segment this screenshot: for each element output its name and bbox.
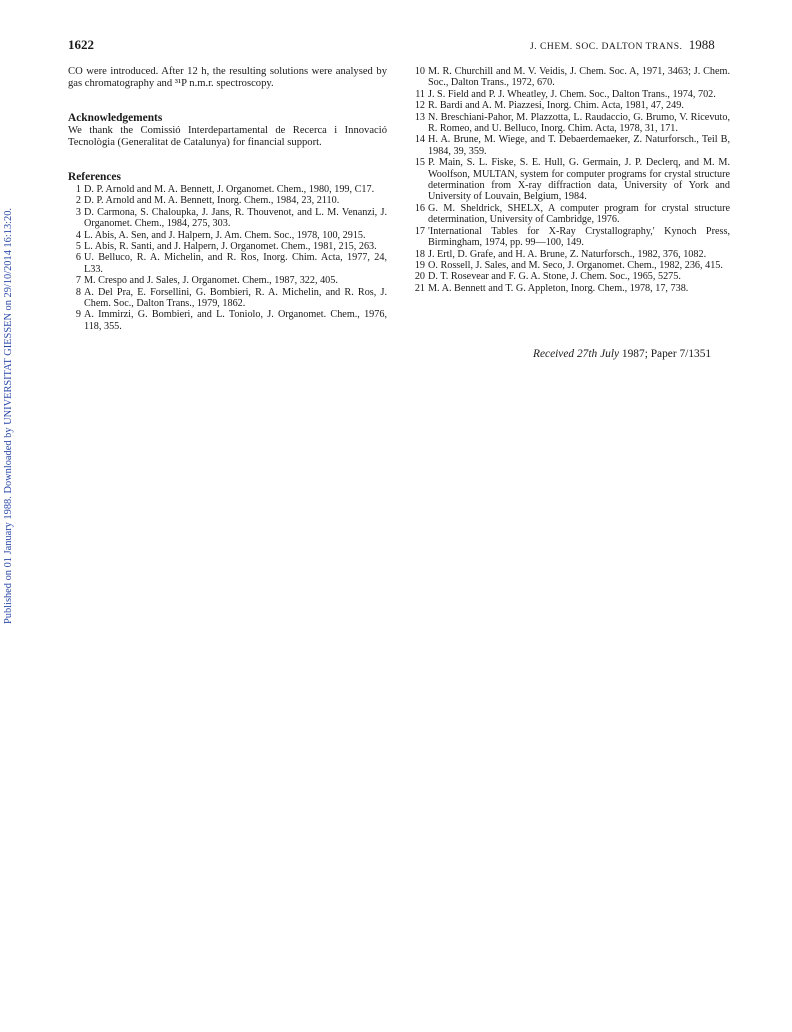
reference-number: 16 [414,202,425,214]
reference-number: 6 [75,252,81,264]
journal-year: 1988 [688,37,715,52]
page-number: 1622 [68,37,94,52]
reference-text: R. Bardi and A. M. Piazzesi, Inorg. Chim. Acta, 1981, 47, 249. [428,100,684,112]
references-list-right [411,66,730,294]
reference-text: L. Abis, A. Sen, and J. Halpern, J. Am. Chem. Soc., 1978, 100, 2915. [84,229,366,241]
left-column [68,66,387,332]
reference-number: 20 [414,271,425,283]
reference-text: G. M. Sheldrick, SHELX, A computer program for crystal structure determination, University of Cambridge, 1976. [428,202,730,226]
reference-item [68,230,387,241]
reference-text: D. Carmona, S. Chaloupka, J. Jans, R. Thouvenot, and L. M. Venanzi, J. Organomet. Chem., 1984, 275, 303. [84,206,387,230]
reference-text: N. Breschiani-Pahor, M. Plazzotta, L. Raudaccio, G. Brumo, V. Ricevuto, R. Romeo, and U. Belluco, Inorg. Chim. Acta, 1978, 31, 171. [428,111,730,135]
reference-number: 5 [75,241,81,253]
reference-number: 21 [414,282,425,294]
reference-item [411,271,730,282]
reference-number: 11 [415,88,425,100]
received-label: Received [533,348,575,360]
reference-text: A. Immirzi, G. Bombieri, and L. Toniolo, J. Organomet. Chem., 1976, 118, 355. [84,309,387,332]
reference-number: 14 [414,134,425,146]
received-year-paper: 1987; Paper 7/1351 [621,348,712,360]
reference-item [68,309,387,332]
reference-number: 2 [75,195,81,207]
reference-item [411,283,730,294]
reference-item [411,157,730,203]
reference-number: 13 [414,111,425,123]
reference-text: O. Rossell, J. Sales, and M. Seco, J. Organomet. Chem., 1982, 236, 415. [428,259,723,271]
reference-item [68,287,387,310]
reference-number: 17 [414,225,425,237]
reference-item [68,184,387,195]
references-list-left [68,184,387,332]
reference-text: J. S. Field and P. J. Wheatley, J. Chem. Soc., Dalton Trans., 1974, 702. [428,88,716,100]
reference-text: 'International Tables for X-Ray Crystallography,' Kynoch Press, Birmingham, 1974, pp. 99—100, 149. [428,225,730,249]
reference-number: 4 [75,229,81,241]
reference-item [411,249,730,260]
reference-text: J. Ertl, D. Grafe, and H. A. Brune, Z. Naturforsch., 1982, 376, 1082. [428,248,707,260]
intro-paragraph: CO were introduced. After 12 h, the resulting solutions were analysed by gas chromatography and ³¹P n.m.r. spectroscopy. [68,66,387,89]
reference-item [411,226,730,249]
reference-item [411,260,730,271]
reference-item [411,134,730,157]
reference-text: D. T. Rosevear and F. G. A. Stone, J. Chem. Soc., 1965, 5275. [428,271,681,283]
reference-text: L. Abis, R. Santi, and J. Halpern, J. Organomet. Chem., 1981, 215, 263. [84,241,377,253]
reference-text: M. Crespo and J. Sales, J. Organomet. Chem., 1987, 322, 405. [84,275,338,287]
reference-item [411,100,730,111]
reference-item [411,112,730,135]
reference-text: M. R. Churchill and M. V. Veidis, J. Chem. Soc. A, 1971, 3463; J. Chem. Soc., Dalton Trans., 1972, 670. [428,66,730,89]
reference-number: 7 [75,275,81,287]
reference-number: 19 [414,259,425,271]
right-column [411,66,730,294]
download-stamp [3,0,21,1032]
reference-number: 3 [75,206,81,218]
received-line [533,348,711,360]
reference-text: A. Del Pra, E. Forsellini, G. Bombieri, R. A. Michelin, and R. Ros, J. Chem. Soc., Dalton Trans., 1979, 1862. [84,286,387,310]
reference-text: U. Belluco, R. A. Michelin, and R. Ros, Inorg. Chim. Acta, 1977, 24, L33. [84,252,387,275]
reference-number: 15 [414,157,425,169]
reference-item [68,252,387,275]
reference-number: 9 [75,309,81,321]
reference-number: 10 [414,66,425,77]
download-stamp-text: Published on 01 January 1988. Downloaded by UNIVERSITAT GIESSEN on 29/10/2014 16:13:20. [3,207,14,624]
reference-number: 12 [414,100,425,112]
reference-item [68,207,387,230]
reference-text: P. Main, S. L. Fiske, S. E. Hull, G. Germain, J. P. Declerq, and M. M. Woolfson, MULTAN, system for computer programs for crystal structure determination from X-ray diffraction data, University of York and University of Louvain, Belgium, 1984. [428,157,730,203]
received-day: 27th July [576,348,620,360]
reference-item [68,195,387,206]
reference-item [68,275,387,286]
reference-item [411,89,730,100]
reference-number: 18 [414,248,425,260]
reference-text: H. A. Brune, M. Wiege, and T. Debaerdemaeker, Z. Naturforsch., Teil B, 1984, 39, 359. [428,134,730,157]
journal-header [530,37,715,53]
reference-number: 8 [75,286,81,298]
reference-text: D. P. Arnold and M. A. Bennett, J. Organomet. Chem., 1980, 199, C17. [84,184,375,195]
reference-text: M. A. Bennett and T. G. Appleton, Inorg. Chem., 1978, 17, 738. [428,282,689,294]
reference-text: D. P. Arnold and M. A. Bennett, Inorg. Chem., 1984, 23, 2110. [84,195,340,207]
reference-number: 1 [75,184,81,195]
reference-item [68,241,387,252]
acknowledgements-heading: Acknowledgements [68,112,163,124]
acknowledgements-text: We thank the Comissió Interdepartamental de Recerca i Innovació Tecnològia (Generalitat de Catalunya) for financial support. [68,125,387,148]
reference-item [411,66,730,89]
journal-name: J. CHEM. SOC. DALTON TRANS. [530,41,683,52]
references-heading: References [68,171,121,183]
reference-item [411,203,730,226]
